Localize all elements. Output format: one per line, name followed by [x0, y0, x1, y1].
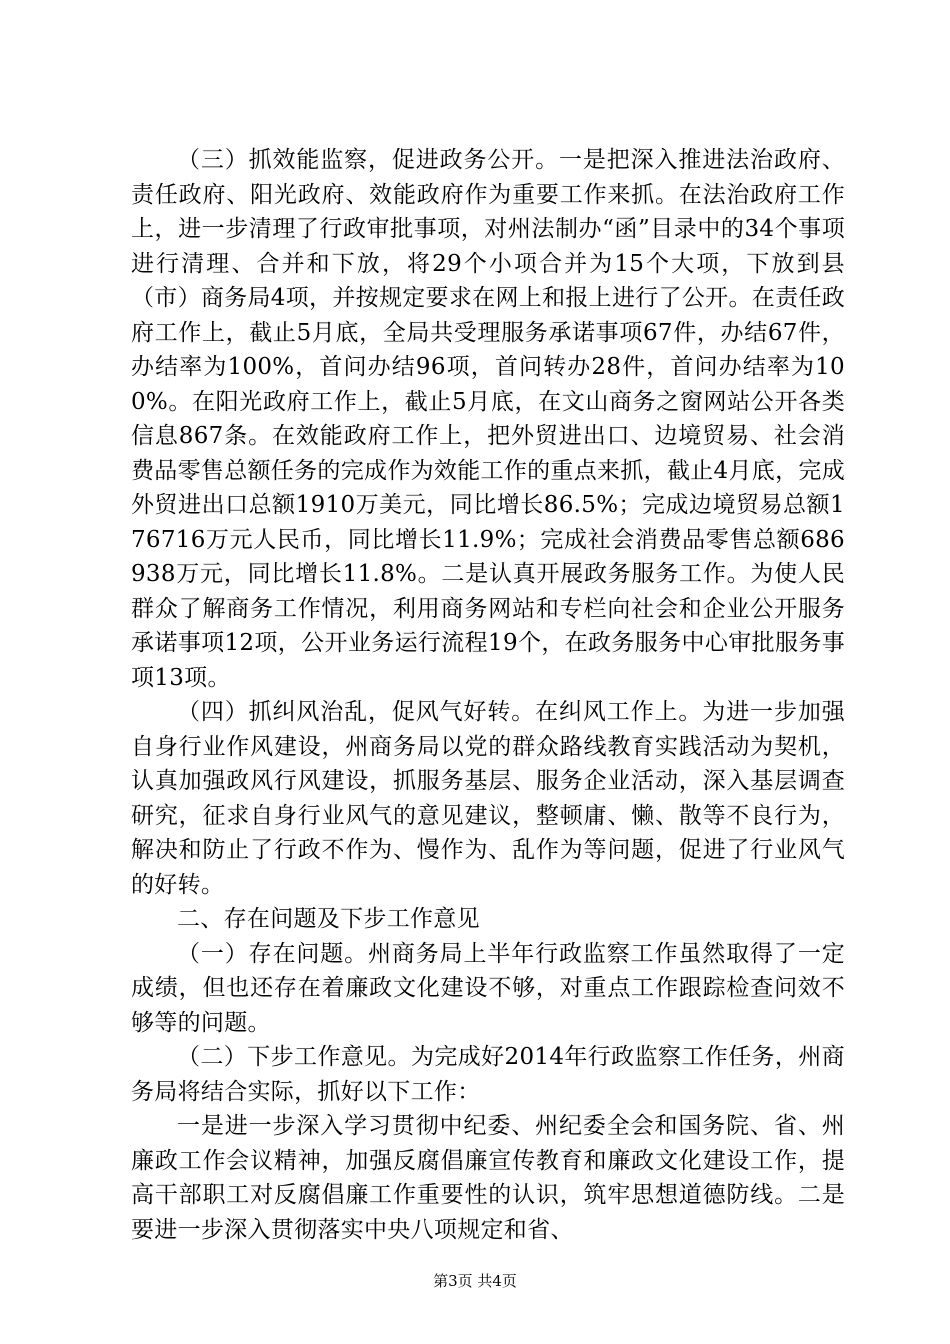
section-heading-problems: 二、存在问题及下步工作意见 [177, 906, 480, 932]
paragraph-next-steps: （二）下步工作意见。为完成好2014年行政监察工作任务，州商务局将结合实际，抓好以下工作： [131, 1044, 845, 1105]
paragraph-rectify-conduct: （四）抓纠风治乱，促风气好转。在纠风工作上。为进一步加强自身行业作风建设，州商务局以党的群众路线教育实践活动为契机，认真加强政风行风建设，抓服务基层、服务企业活动，深入基层调查研究，征求自身行业风气的意见建议，整顿庸、懒、散等不良行为，解决和防止了行政不作为、慢作为、乱作为等问题，促进了行业风气的好转。 [131, 699, 845, 898]
paragraph-existing-problems: （一）存在问题。州商务局上半年行政监察工作虽然取得了一定成绩，但也还存在着廉政文化建设不够，对重点工作跟踪检查问效不够等的问题。 [131, 940, 845, 1036]
paragraph-efficiency-supervision: （三）抓效能监察，促进政务公开。一是把深入推进法治政府、责任政府、阳光政府、效能政府作为重要工作来抓。在法治政府工作上，进一步清理了行政审批事项，对州法制办“函”目录中的34个事项进行清理、合并和下放，将29个小项合并为15个大项，下放到县（市）商务局4项，并按规定要求在网上和报上进行了公开。在责任政府工作上，截止5月底，全局共受理服务承诺事项67件，办结67件，办结率为100%，首问办结96项，首问转办28件，首问办结率为100%。在阳光政府工作上，截止5月底，在文山商务之窗网站公开各类信息867条。在效能政府工作上，把外贸进出口、边境贸易、社会消费品零售总额任务的完成作为效能工作的重点来抓，截止4月底，完成外贸进出口总额1910万美元，同比增长86.5%；完成边境贸易总额176716万元人民币，同比增长11.9%；完成社会消费品零售总额686938万元，同比增长11.8%。二是认真开展政务服务工作。为使人民群众了解商务工作情况，利用商务网站和专栏向社会和企业公开服务承诺事项12项，公开业务运行流程19个，在政务服务中心审批服务事项13项。 [131, 147, 845, 691]
page-number-footer: 第3页 共4页 [433, 1272, 517, 1290]
document-body [131, 143, 845, 1247]
paragraph-next-steps-details: 一是进一步深入学习贯彻中纪委、州纪委全会和国务院、省、州廉政工作会议精神，加强反腐倡廉宣传教育和廉政文化建设工作，提高干部职工对反腐倡廉工作重要性的认识，筑牢思想道德防线。二是要进一步深入贯彻落实中央八项规定和省、 [131, 1113, 845, 1243]
